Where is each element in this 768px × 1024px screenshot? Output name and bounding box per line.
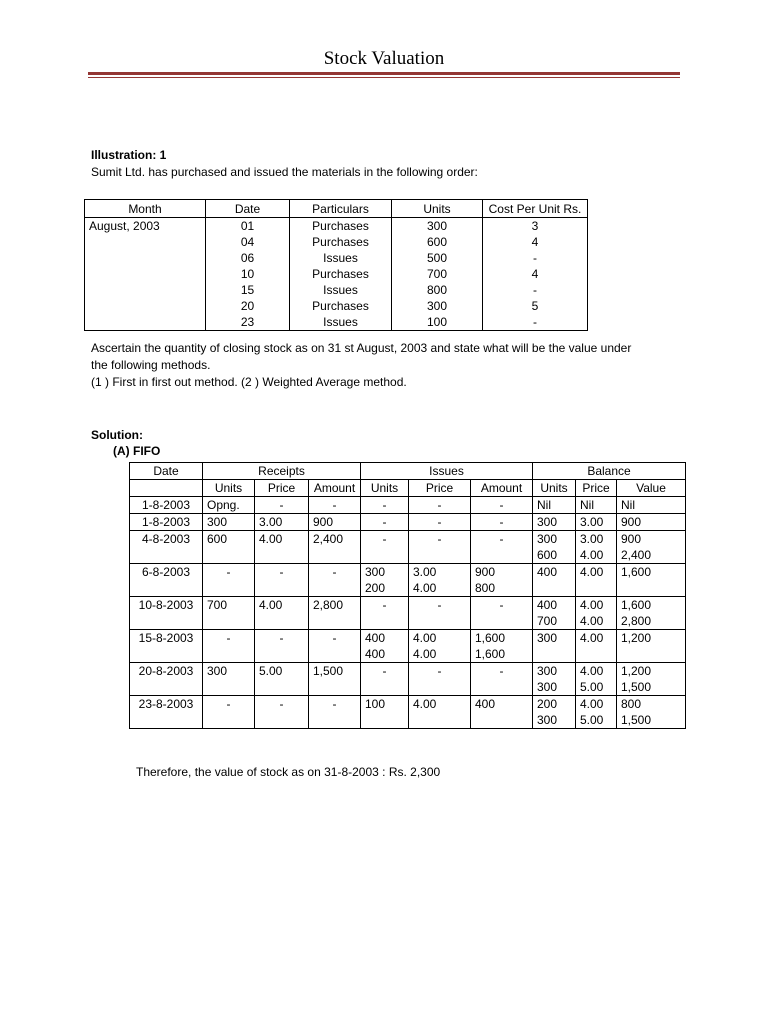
r-price-cell [255, 696, 309, 729]
cost-cell: 3 [483, 218, 588, 235]
cell-line: 4-8-2003 [141, 532, 191, 546]
cell-line: - [279, 565, 284, 579]
cell-line: - [437, 498, 442, 512]
i-units-cell [361, 663, 409, 696]
r-price-cell [255, 514, 309, 531]
cell-line: 900 [475, 565, 496, 579]
i-amount-cell [471, 696, 533, 729]
cell-line-second: 4.00 [580, 548, 604, 562]
cost-cell: - [483, 250, 588, 266]
cell-line: - [499, 532, 504, 546]
particulars-cell: Issues [290, 314, 392, 331]
date-cell [130, 663, 203, 696]
month-cell: August, 2003 [85, 218, 206, 235]
r-amount-cell [309, 531, 361, 564]
table-row [85, 298, 588, 314]
cell-line-second: 4.00 [580, 614, 604, 628]
month-cell [85, 266, 206, 282]
question-line-3: (1 ) First in first out method. (2 ) Weighted Average method. [91, 375, 407, 389]
cell-line: 1,500 [313, 664, 344, 678]
cell-line: 1,600 [621, 598, 652, 612]
cell-line: 3.00 [413, 565, 437, 579]
r-amount-cell [309, 663, 361, 696]
b-price-cell [576, 597, 617, 630]
i-price-cell [409, 630, 471, 663]
month-cell [85, 282, 206, 298]
table-row [130, 564, 686, 597]
cell-line: 1-8-2003 [141, 515, 191, 529]
r-price-cell [255, 564, 309, 597]
sub-header: Amount [471, 480, 533, 497]
cost-cell: 5 [483, 298, 588, 314]
cell-line: 400 [537, 598, 558, 612]
sub-header: Units [203, 480, 255, 497]
cell-line: 3.00 [580, 515, 604, 529]
date-cell [130, 597, 203, 630]
table-row [85, 218, 588, 235]
b-units-cell [533, 630, 576, 663]
question-line-1: Ascertain the quantity of closing stock as on 31 st August, 2003 and state what will be the value under [91, 341, 632, 355]
cell-line: - [437, 532, 442, 546]
table-row [85, 266, 588, 282]
i-amount-cell [471, 597, 533, 630]
cell-line: 100 [365, 697, 386, 711]
cell-line: - [279, 631, 284, 645]
r-units-cell [203, 597, 255, 630]
i-amount-cell [471, 514, 533, 531]
month-cell [85, 314, 206, 331]
cell-line-second: 700 [537, 614, 558, 628]
cost-cell: - [483, 282, 588, 298]
r-units-cell [203, 531, 255, 564]
r-price-cell [255, 597, 309, 630]
cell-line: - [279, 697, 284, 711]
cell-line-second: 600 [537, 548, 558, 562]
cell-line: - [226, 697, 231, 711]
cell-line: 600 [207, 532, 228, 546]
sub-header: Units [361, 480, 409, 497]
date-cell: 04 [206, 234, 290, 250]
b-price-cell [576, 630, 617, 663]
i-units-cell [361, 564, 409, 597]
i-price-cell [409, 564, 471, 597]
cell-line: 1-8-2003 [141, 498, 191, 512]
cell-line: 3.00 [580, 532, 604, 546]
particulars-cell: Purchases [290, 218, 392, 235]
cell-line: - [382, 598, 387, 612]
cell-line: - [437, 664, 442, 678]
date-cell [130, 514, 203, 531]
cell-line: 700 [207, 598, 228, 612]
r-price-cell [255, 531, 309, 564]
table-row [130, 514, 686, 531]
b-value-cell [617, 564, 686, 597]
b-value-cell [617, 597, 686, 630]
table-row [85, 314, 588, 331]
cell-line: 900 [313, 515, 334, 529]
header-date: Date [206, 200, 290, 218]
i-units-cell [361, 514, 409, 531]
cell-line: 400 [475, 697, 496, 711]
cell-line: - [332, 498, 337, 512]
i-price-cell [409, 663, 471, 696]
date-cell [130, 531, 203, 564]
cell-line: 300 [537, 664, 558, 678]
particulars-cell: Purchases [290, 234, 392, 250]
cell-line: - [382, 515, 387, 529]
cell-line: 20-8-2003 [138, 664, 194, 678]
units-cell: 100 [392, 314, 483, 331]
cell-line: 3.00 [259, 515, 283, 529]
cell-line-second: 4.00 [413, 581, 437, 595]
b-price-cell [576, 663, 617, 696]
header-units: Units [392, 200, 483, 218]
i-price-cell [409, 531, 471, 564]
cell-line: - [499, 598, 504, 612]
r-units-cell [203, 630, 255, 663]
b-price-cell [576, 514, 617, 531]
units-cell: 300 [392, 298, 483, 314]
b-units-cell [533, 597, 576, 630]
question-line-2: the following methods. [91, 358, 211, 372]
cell-line: - [499, 664, 504, 678]
page-title: Stock Valuation [323, 48, 445, 69]
group-header-balance: Balance [533, 463, 686, 480]
cell-line: 4.00 [413, 631, 437, 645]
r-price-cell [255, 497, 309, 514]
header-cost-per-unit: Cost Per Unit Rs. [483, 200, 588, 218]
date-cell [130, 564, 203, 597]
cost-cell: 4 [483, 234, 588, 250]
cost-cell: 4 [483, 266, 588, 282]
particulars-cell: Issues [290, 250, 392, 266]
sub-header: Price [409, 480, 471, 497]
r-amount-cell [309, 597, 361, 630]
r-amount-cell [309, 696, 361, 729]
sub-header: Amount [309, 480, 361, 497]
sub-header: Units [533, 480, 576, 497]
b-price-cell [576, 497, 617, 514]
date-cell: 06 [206, 250, 290, 266]
cell-line-second: 5.00 [580, 713, 604, 727]
group-header-date: Date [130, 463, 203, 480]
i-units-cell [361, 497, 409, 514]
illustration-heading: Illustration: 1 [91, 148, 167, 162]
cell-line: 1,200 [621, 631, 652, 645]
sub-header-blank [130, 480, 203, 497]
cell-line: 23-8-2003 [138, 697, 194, 711]
cell-line-second: 2,400 [621, 548, 652, 562]
sub-header: Price [255, 480, 309, 497]
i-units-cell [361, 531, 409, 564]
table-row [85, 282, 588, 298]
table-row [130, 663, 686, 696]
cell-line: 4.00 [580, 697, 604, 711]
b-units-cell [533, 497, 576, 514]
i-amount-cell [471, 630, 533, 663]
cell-line: 2,800 [313, 598, 344, 612]
b-units-cell [533, 696, 576, 729]
units-cell: 800 [392, 282, 483, 298]
date-cell: 20 [206, 298, 290, 314]
r-units-cell [203, 696, 255, 729]
table-row [85, 250, 588, 266]
cell-line: - [226, 631, 231, 645]
solution-heading: Solution: [91, 428, 143, 442]
units-cell: 600 [392, 234, 483, 250]
cell-line: 10-8-2003 [138, 598, 194, 612]
r-units-cell [203, 497, 255, 514]
table-header-row [85, 200, 588, 218]
i-amount-cell [471, 663, 533, 696]
sub-header: Value [617, 480, 686, 497]
cell-line: - [382, 498, 387, 512]
cell-line: - [382, 664, 387, 678]
group-header-issues: Issues [361, 463, 533, 480]
b-value-cell [617, 663, 686, 696]
date-cell: 01 [206, 218, 290, 235]
cell-line: 200 [537, 697, 558, 711]
cell-line-second: 5.00 [580, 680, 604, 694]
cell-line-second: 800 [475, 581, 496, 595]
b-units-cell [533, 514, 576, 531]
title-rule-thin [88, 77, 680, 78]
cell-line: 300 [537, 515, 558, 529]
i-price-cell [409, 497, 471, 514]
table-row [130, 630, 686, 663]
b-value-cell [617, 531, 686, 564]
date-cell: 10 [206, 266, 290, 282]
sub-header-row [130, 480, 686, 497]
cell-line-second: 1,500 [621, 680, 652, 694]
month-cell [85, 234, 206, 250]
group-header-receipts: Receipts [203, 463, 361, 480]
cell-line: 400 [537, 565, 558, 579]
r-price-cell [255, 663, 309, 696]
table-row [130, 497, 686, 514]
i-price-cell [409, 696, 471, 729]
cell-line: - [226, 565, 231, 579]
table-row [130, 696, 686, 729]
table-row [85, 234, 588, 250]
b-price-cell [576, 531, 617, 564]
particulars-cell: Issues [290, 282, 392, 298]
cell-line: 900 [621, 532, 642, 546]
title-rule-thick [88, 72, 680, 75]
units-cell: 300 [392, 218, 483, 235]
cell-line: 300 [537, 631, 558, 645]
units-cell: 700 [392, 266, 483, 282]
cell-line: 400 [365, 631, 386, 645]
r-amount-cell [309, 514, 361, 531]
header-month: Month [85, 200, 206, 218]
month-cell [85, 298, 206, 314]
month-cell [85, 250, 206, 266]
cell-line-second: 1,500 [621, 713, 652, 727]
r-price-cell [255, 630, 309, 663]
cell-line: 800 [621, 697, 642, 711]
date-cell: 15 [206, 282, 290, 298]
i-amount-cell [471, 497, 533, 514]
cell-line: 300 [537, 532, 558, 546]
b-value-cell [617, 696, 686, 729]
cell-line: Nil [621, 498, 635, 512]
cell-line: 1,600 [475, 631, 506, 645]
cell-line: 300 [207, 664, 228, 678]
units-cell: 500 [392, 250, 483, 266]
cell-line: 4.00 [580, 565, 604, 579]
date-cell [130, 630, 203, 663]
cell-line: - [499, 515, 504, 529]
table-row [130, 531, 686, 564]
sub-header: Price [576, 480, 617, 497]
cell-line-second: 400 [365, 647, 386, 661]
header-particulars: Particulars [290, 200, 392, 218]
cell-line: Opng. [207, 498, 240, 512]
r-amount-cell [309, 630, 361, 663]
b-price-cell [576, 564, 617, 597]
cell-line: 4.00 [259, 598, 283, 612]
cell-line: 1,200 [621, 664, 652, 678]
b-units-cell [533, 564, 576, 597]
cell-line: 4.00 [580, 598, 604, 612]
i-amount-cell [471, 531, 533, 564]
r-amount-cell [309, 564, 361, 597]
cell-line: - [499, 498, 504, 512]
cell-line: Nil [537, 498, 551, 512]
date-cell: 23 [206, 314, 290, 331]
cell-line-second: 4.00 [413, 647, 437, 661]
cell-line: - [382, 532, 387, 546]
i-price-cell [409, 514, 471, 531]
b-value-cell [617, 514, 686, 531]
cell-line: 4.00 [259, 532, 283, 546]
cost-cell: - [483, 314, 588, 331]
group-header-row [130, 463, 686, 480]
b-value-cell [617, 497, 686, 514]
purchases-issues-table [84, 199, 588, 331]
b-price-cell [576, 696, 617, 729]
cell-line: 2,400 [313, 532, 344, 546]
illustration-intro: Sumit Ltd. has purchased and issued the materials in the following order: [91, 165, 478, 179]
i-amount-cell [471, 564, 533, 597]
cell-line-second: 300 [537, 680, 558, 694]
cell-line: - [332, 631, 337, 645]
cell-line: 300 [365, 565, 386, 579]
i-price-cell [409, 597, 471, 630]
cell-line: - [437, 515, 442, 529]
method-label: (A) FIFO [113, 444, 161, 458]
cell-line: 4.00 [413, 697, 437, 711]
i-units-cell [361, 597, 409, 630]
cell-line: - [279, 498, 284, 512]
i-units-cell [361, 630, 409, 663]
cell-line-second: 300 [537, 713, 558, 727]
date-cell [130, 497, 203, 514]
fifo-table [129, 462, 686, 729]
cell-line: 900 [621, 515, 642, 529]
r-units-cell [203, 514, 255, 531]
cell-line: 5.00 [259, 664, 283, 678]
r-units-cell [203, 663, 255, 696]
cell-line: 15-8-2003 [138, 631, 194, 645]
cell-line-second: 2,800 [621, 614, 652, 628]
i-units-cell [361, 696, 409, 729]
cell-line: - [437, 598, 442, 612]
cell-line: 1,600 [621, 565, 652, 579]
b-units-cell [533, 663, 576, 696]
cell-line: - [332, 697, 337, 711]
cell-line: - [332, 565, 337, 579]
b-value-cell [617, 630, 686, 663]
cell-line: 6-8-2003 [141, 565, 191, 579]
particulars-cell: Purchases [290, 298, 392, 314]
cell-line-second: 200 [365, 581, 386, 595]
r-amount-cell [309, 497, 361, 514]
b-units-cell [533, 531, 576, 564]
table-row [130, 597, 686, 630]
cell-line-second: 1,600 [475, 647, 506, 661]
cell-line: 300 [207, 515, 228, 529]
conclusion-text: Therefore, the value of stock as on 31-8-2003 : Rs. 2,300 [136, 765, 441, 779]
cell-line: Nil [580, 498, 594, 512]
cell-line: 4.00 [580, 664, 604, 678]
r-units-cell [203, 564, 255, 597]
date-cell [130, 696, 203, 729]
cell-line: 4.00 [580, 631, 604, 645]
particulars-cell: Purchases [290, 266, 392, 282]
